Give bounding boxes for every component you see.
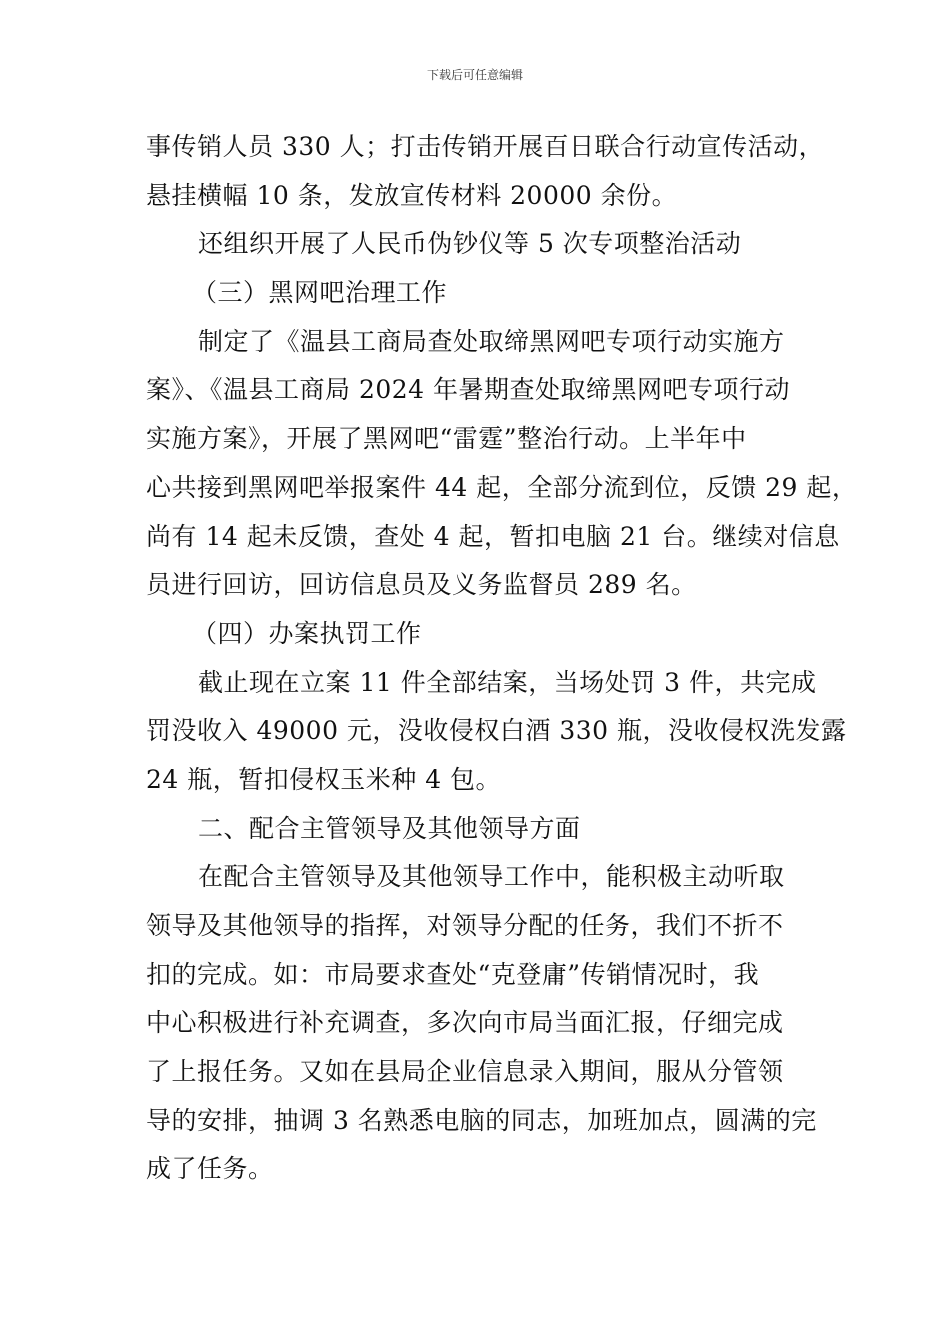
body-line: 截止现在立案 11 件全部结案，当场处罚 3 件，共完成 — [198, 667, 817, 697]
section-heading: 二、配合主管领导及其他领导方面 — [198, 813, 581, 843]
body-line: 中心积极进行补充调查，多次向市局当面汇报，仔细完成 — [146, 1008, 784, 1038]
body-line: 24 瓶，暂扣侵权玉米种 4 包。 — [146, 764, 502, 794]
body-line: 罚没收入 49000 元，没收侵权白酒 330 瓶，没收侵权洗发露 — [146, 716, 847, 746]
body-line: 了上报任务。又如在县局企业信息录入期间，服从分管领 — [146, 1057, 784, 1087]
body-line: 员进行回访，回访信息员及义务监督员 289 名。 — [146, 570, 697, 600]
body-line: 在配合主管领导及其他领导工作中，能积极主动听取 — [198, 862, 785, 892]
section-heading: （四）办案执罚工作 — [192, 618, 422, 648]
section-heading: （三）黑网吧治理工作 — [192, 278, 448, 308]
body-line: 事传销人员 330 人；打击传销开展百日联合行动宣传活动， — [146, 132, 825, 161]
body-line: 悬挂横幅 10 条，发放宣传材料 20000 余份。 — [146, 180, 678, 210]
body-line: 扣的完成。如：市局要求查处“克登庸”传销情况时，我 — [146, 959, 760, 989]
body-line: 尚有 14 起未反馈，查处 4 起，暂扣电脑 21 台。继续对信息 — [146, 521, 840, 551]
document-body — [146, 128, 858, 1199]
body-line: 心共接到黑网吧举报案件 44 起，全部分流到位，反馈 29 起， — [146, 472, 858, 502]
body-line: 导的安排，抽调 3 名熟悉电脑的同志，加班加点，圆满的完 — [146, 1105, 817, 1135]
body-line: 实施方案》，开展了黑网吧“雷霆”整治行动。上半年中 — [146, 424, 747, 454]
body-line: 成了任务。 — [146, 1154, 274, 1184]
body-line: 还组织开展了人民币伪钞仪等 5 次专项整治活动 — [198, 229, 742, 259]
body-line: 制定了《温县工商局查处取缔黑网吧专项行动实施方 — [198, 326, 785, 356]
page-header-note: 下载后可任意编辑 — [426, 68, 523, 82]
body-line: 领导及其他领导的指挥，对领导分配的任务，我们不折不 — [146, 911, 784, 940]
body-line: 案》、《温县工商局 2024 年暑期查处取缔黑网吧专项行动 — [146, 375, 791, 405]
